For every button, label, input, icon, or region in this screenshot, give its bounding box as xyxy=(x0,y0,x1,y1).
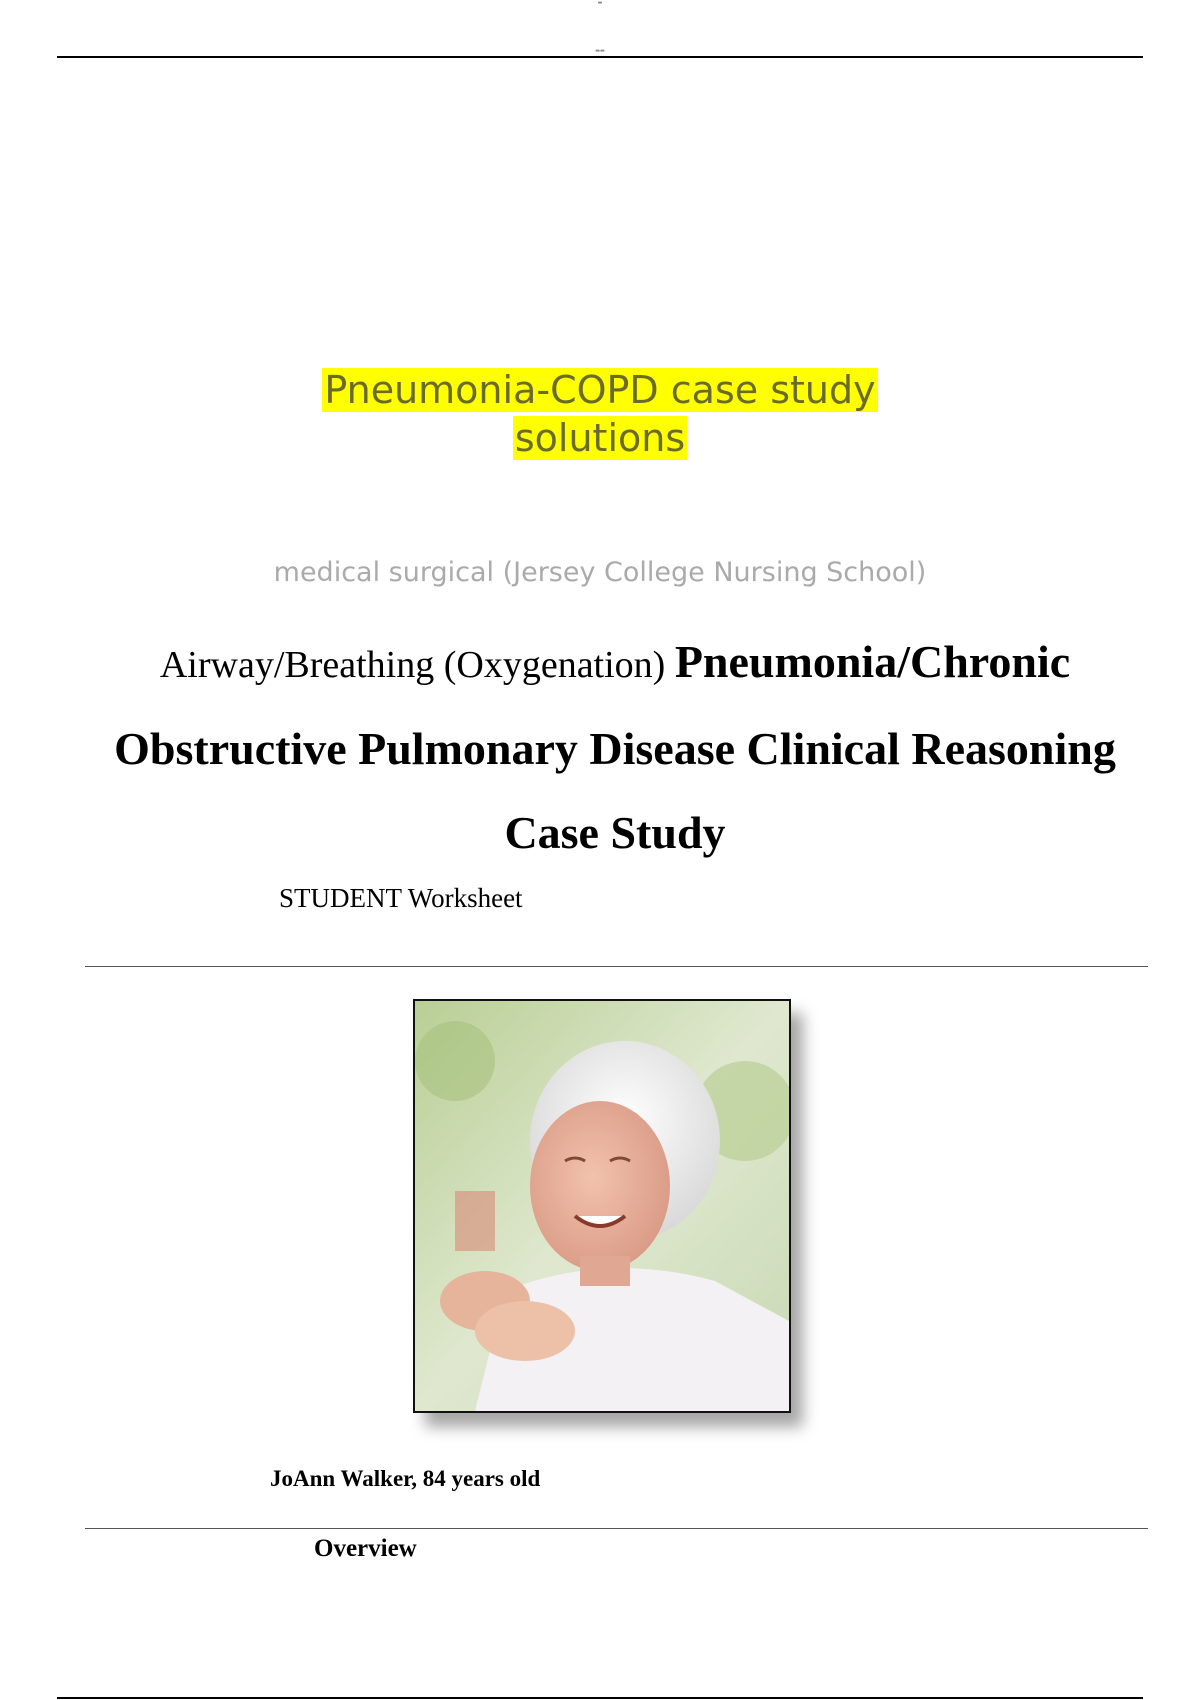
highlighted-title xyxy=(0,366,1200,462)
title-line-2: solutions xyxy=(514,416,686,460)
case-title-bold-3: Case Study xyxy=(504,807,726,858)
course-name: medical surgical (Jersey College Nursing School) xyxy=(273,557,927,588)
case-title-bold-2: Obstructive Pulmonary Disease Clinical Reasoning xyxy=(114,723,1116,774)
patient-caption: JoAnn Walker, 84 years old xyxy=(270,1466,541,1491)
case-title-category: Airway/Breathing (Oxygenation) xyxy=(159,644,675,686)
overview-heading: Overview xyxy=(314,1535,417,1562)
bottom-divider xyxy=(57,1697,1143,1699)
case-study-title xyxy=(70,620,1160,875)
worksheet-label: STUDENT Worksheet xyxy=(279,883,523,913)
header-mark: ▬ xyxy=(597,0,603,6)
top-divider xyxy=(57,56,1143,58)
section-divider-1 xyxy=(85,966,1148,967)
header-sub-mark: ▬▬ xyxy=(595,48,605,54)
title-line-1: Pneumonia-COPD case study xyxy=(324,368,876,412)
case-title-bold-1: Pneumonia/Chronic xyxy=(674,636,1071,687)
section-divider-2 xyxy=(85,1528,1148,1529)
patient-photo-image xyxy=(415,1001,789,1411)
patient-photo xyxy=(413,999,791,1413)
